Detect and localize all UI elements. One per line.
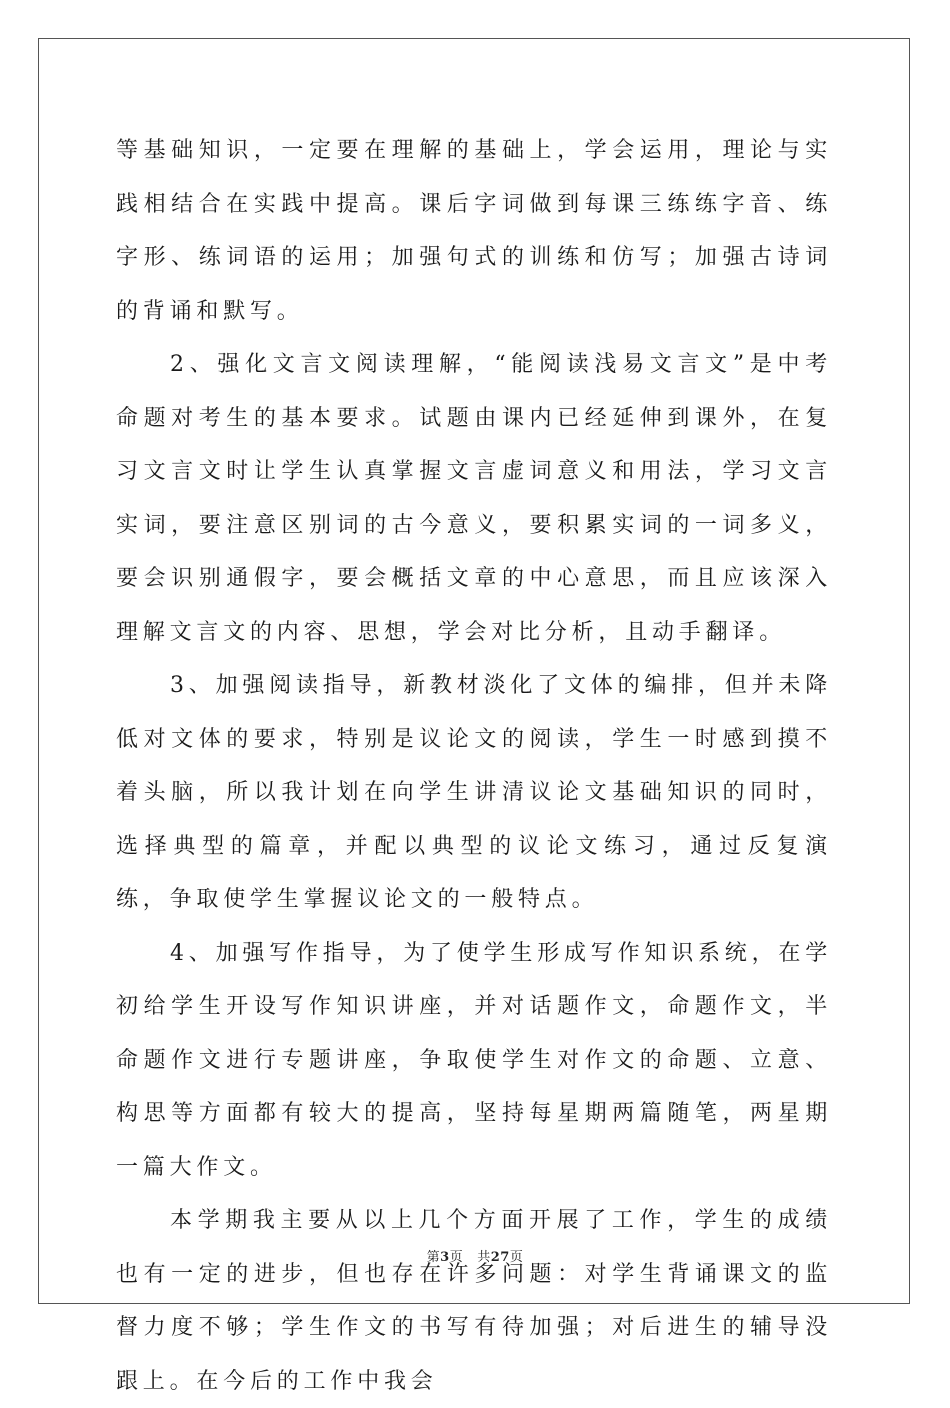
page-number: 3 xyxy=(440,1250,450,1265)
paragraph-continuation: 等基础知识，一定要在理解的基础上，学会运用，理论与实践相结合在实践中提高。课后字词做到每课三练练字音、练字形、练词语的运用；加强句式的训练和仿写；加强古诗词的背诵和默写。 xyxy=(116,138,832,324)
total-label-suffix: 页 xyxy=(509,1250,524,1265)
page-footer xyxy=(0,1246,950,1265)
paragraph-summary: 本学期我主要从以上几个方面开展了工作，学生的成绩也有一定的进步，但也存在许多问题：对学生背诵课文的监督力度不够；学生作文的书写有待加强；对后进生的辅导没跟上。在今后的工作中我会 xyxy=(116,1208,832,1394)
page-label-suffix: 页 xyxy=(449,1250,464,1265)
paragraph-item-4: 4、加强写作指导，为了使学生形成写作知识系统，在学初给学生开设写作知识讲座，并对话题作文，命题作文，半命题作文进行专题讲座，争取使学生对作文的命题、立意、构思等方面都有较大的提高，坚持每星期两篇随笔，两星期一篇大作文。 xyxy=(116,940,832,1180)
paragraph-item-2: 2、强化文言文阅读理解，“能阅读浅易文言文”是中考命题对考生的基本要求。试题由课内已经延伸到课外，在复习文言文时让学生认真掌握文言虚词意义和用法，学习文言实词，要注意区别词的古今意义，要积累实词的一词多义，要会识别通假字，要会概括文章的中心意思，而且应该深入理解文言文的内容、思想，学会对比分析，且动手翻译。 xyxy=(116,352,832,645)
page-label-prefix: 第 xyxy=(426,1250,441,1265)
total-label-prefix: 共 xyxy=(477,1250,491,1265)
document-body xyxy=(116,124,832,1408)
paragraph-item-3: 3、加强阅读指导，新教材淡化了文体的编排，但并未降低对文体的要求，特别是议论文的阅读，学生一时感到摸不着头脑，所以我计划在向学生讲清议论文基础知识的同时，选择典型的篇章，并配以典型的议论文练习，通过反复演练，争取使学生掌握议论文的一般特点。 xyxy=(116,673,832,912)
total-pages: 27 xyxy=(490,1250,510,1265)
